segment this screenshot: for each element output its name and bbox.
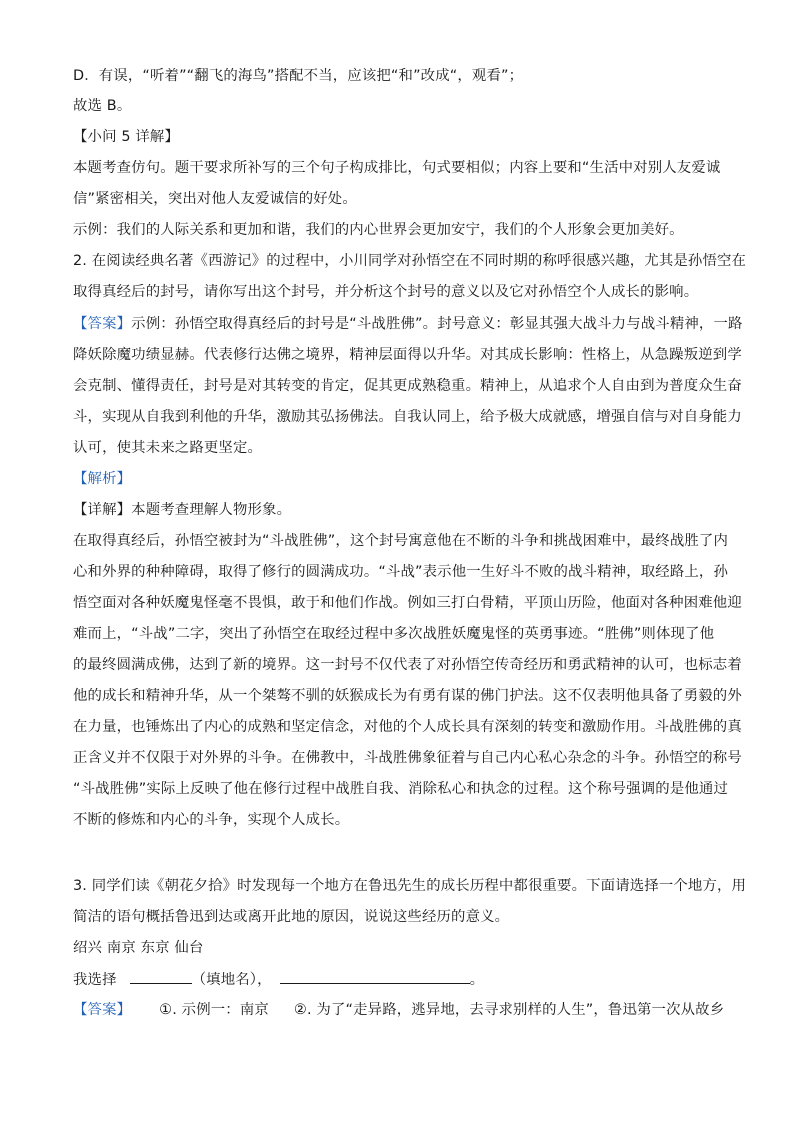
answer-line: 斗，实现从自我到利他的升华，激励其弘扬佛法。自我认同上，给予极大成就感，增强自信与对自身能力 <box>73 409 742 425</box>
detail-line: 悟空面对各种妖魔鬼怪毫不畏惧，敢于和他们作战。例如三打白骨精，平顶山历险，他面对各种困难他迎 <box>73 595 742 611</box>
detail-label: 【详解】 <box>73 502 132 518</box>
place-name-blank[interactable] <box>130 969 192 984</box>
detail-line: 的最终圆满成佛，达到了新的境界。这一封号不仅代表了对孙悟空传奇经历和勇武精神的认可，也标志着 <box>73 657 742 673</box>
detail-line: 难而上，“斗战”二字，突出了孙悟空在取经过程中多次战胜妖魔鬼怪的英勇事迹。“胜佛”则体现了他 <box>73 626 715 642</box>
question-line: 3. 同学们读《朝花夕拾》时发现每一个地方在鲁迅先生的成长历程中都很重要。下面请选择一个地方，用 <box>73 878 747 894</box>
answer-line: 认可，使其未来之路更坚定。 <box>73 440 263 456</box>
choose-label: 我选择 <box>73 972 117 988</box>
detail-first-line <box>73 500 291 520</box>
answer-first-line <box>73 314 743 334</box>
q3-answer-line <box>73 1000 724 1020</box>
fill-hint: （填地名）， <box>191 972 272 988</box>
q3-answer-label: 【答案】 <box>73 1002 132 1018</box>
end-mark: 。 <box>469 972 485 988</box>
text-line: D．有误，“听着”“翻飞的海鸟”搭配不当，应该把“和”改成“，观看”； <box>73 68 524 84</box>
question-line: 简洁的语句概括鲁迅到达或离开此地的原因，说说这些经历的意义。 <box>73 909 510 925</box>
section-heading: 【小问 5 详解】 <box>73 129 179 145</box>
detail-line: 不断的修炼和内心的斗争，实现个人成长。 <box>73 812 350 828</box>
text-line: 信”紧密相关，突出对他人友爱诚信的好处。 <box>73 191 357 207</box>
detail-line: “斗战胜佛”实际上反映了他在修行过程中战胜自我、消除私心和执念的过程。这个称号强调的是他通过 <box>73 781 729 797</box>
answer-line: 降妖除魔功绩显赫。代表修行达佛之境界，精神层面得以升华。对其成长影响：性格上，从急躁叛逆到学 <box>73 347 742 363</box>
detail-line: 在取得真经后，孙悟空被封为“斗战胜佛”，这个封号寓意他在不断的斗争和挑战困难中，最终战胜了内 <box>73 533 729 549</box>
reason-blank[interactable] <box>280 969 470 984</box>
detail-line: 正含义并不仅限于对外界的斗争。在佛教中，斗战胜佛象征着与自己内心私心杂念的斗争。孙悟空的称号 <box>73 750 742 766</box>
q3-answer-2: ②. 为了“走异路，逃异地，去寻求别样的人生”，鲁迅第一次从故乡 <box>293 1002 725 1018</box>
text-line: 故选 B。 <box>73 98 132 114</box>
q3-answer-1: ①. 示例一：南京 <box>159 1002 269 1018</box>
question-line: 2. 在阅读经典名著《西游记》的过程中，小川同学对孙悟空在不同时期的称呼很感兴趣，尤其是孙悟空在 <box>73 253 747 269</box>
answer-label: 【答案】 <box>73 316 132 332</box>
answer-text: 示例：孙悟空取得真经后的封号是“斗战胜佛”。封号意义：彰显其强大战斗力与战斗精神，一路 <box>131 316 743 332</box>
detail-line: 在力量，也锤炼出了内心的成熟和坚定信念，对他的个人成长具有深刻的转变和激励作用。斗战胜佛的真 <box>73 719 742 735</box>
detail-text: 本题考查理解人物形象。 <box>131 502 292 518</box>
text-line: 本题考查仿句。题干要求所补写的三个句子构成排比，句式要相似；内容上要和“生活中对别人友爱诚 <box>73 160 721 176</box>
detail-line: 心和外界的种种障碍，取得了修行的圆满成功。“斗战”表示他一生好斗不败的战斗精神，取经路上，孙 <box>73 564 729 580</box>
answer-line: 会克制、懂得责任，封号是对其转变的肯定，促其更成熟稳重。精神上，从追求个人自由到为普度众生奋 <box>73 378 742 394</box>
fill-in-line <box>73 969 484 990</box>
question-line: 取得真经后的封号，请你写出这个封号，并分析这个封号的意义以及它对孙悟空个人成长的影响。 <box>73 284 699 300</box>
analysis-label: 【解析】 <box>73 471 132 487</box>
options-line: 绍兴 南京 东京 仙台 <box>73 940 204 956</box>
text-line: 示例：我们的人际关系和更加和谐，我们的内心世界会更加安宁，我们的个人形象会更加美好。 <box>73 222 684 238</box>
detail-line: 他的成长和精神升华，从一个桀骜不驯的妖猴成长为有勇有谋的佛门护法。这不仅表明他具备了勇毅的外 <box>73 688 742 704</box>
